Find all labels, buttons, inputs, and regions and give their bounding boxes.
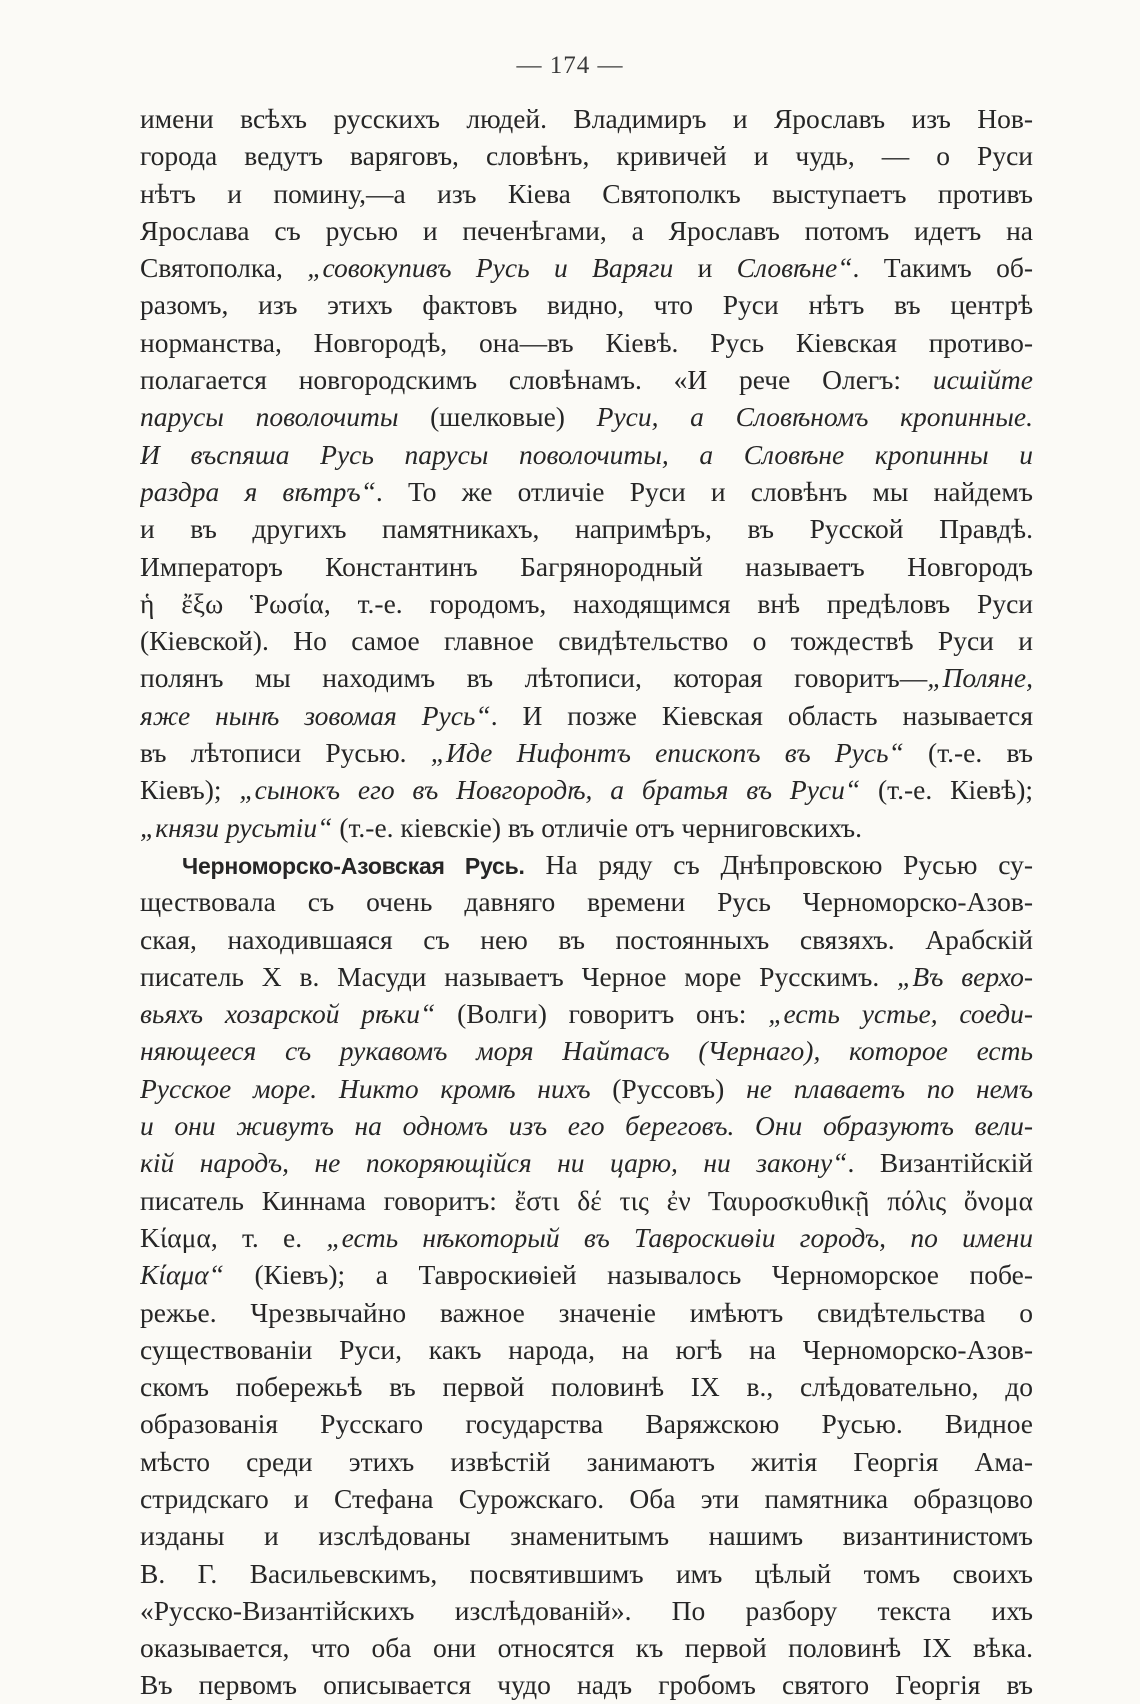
text-line: Кіевъ); „сынокъ его въ Новгородѣ, а братья въ Руси“ (т.-е. Кіевѣ); bbox=[140, 774, 1033, 806]
text-line: Императоръ Константинъ Багрянородный называетъ Новгородъ bbox=[140, 550, 1033, 582]
text-line: скомъ побережьѣ въ первой половинѣ IX в., слѣдовательно, до bbox=[140, 1371, 1033, 1403]
text-line: и они живутъ на одномъ изъ его береговъ. Они образуютъ вели- bbox=[140, 1110, 1033, 1142]
text-line: писатель Киннама говоритъ: ἔστι δέ τις ἐν Ταυροσκυθικῇ πόλις ὄνομα bbox=[140, 1184, 1033, 1216]
text-line: нѣтъ и помину,—а изъ Кіева Святополкъ выступаетъ противъ bbox=[140, 177, 1033, 209]
text-line: оказывается, что оба они относятся къ первой половинѣ IX вѣка. bbox=[140, 1632, 1033, 1664]
page-number: — 174 — bbox=[516, 52, 624, 79]
text-line: ществовала съ очень давняго времени Русь Черноморско-Азов- bbox=[140, 886, 1033, 918]
text-line: Κίαμα“ (Кіевъ); а Тавроскиѳіей называлось Черноморское побе- bbox=[140, 1259, 1033, 1291]
text-line: Κίαμα, т. е. „есть нѣкоторый въ Тавроскиѳіи городъ, по имени bbox=[140, 1221, 1033, 1253]
text-line: разомъ, изъ этихъ фактовъ видно, что Руси нѣтъ въ центрѣ bbox=[140, 289, 1033, 321]
text-line: образованія Русскаго государства Варяжскою Русью. Видное bbox=[140, 1408, 1033, 1440]
text-line: Русское море. Никто кромѣ нихъ (Руссовъ) не плаваетъ по немъ bbox=[140, 1072, 1033, 1104]
text-line: кій народъ, не покоряющійся ни царю, ни закону“. Византійскій bbox=[140, 1147, 1033, 1179]
text-line: вьяхъ хозарской рѣки“ (Волги) говоритъ онъ: „есть устье, соеди- bbox=[140, 998, 1033, 1030]
text-line: Въ первомъ описывается чудо надъ гробомъ святого Георгія въ bbox=[140, 1669, 1033, 1701]
text-line: мѣсто среди этихъ извѣстій занимаютъ житія Георгія Ама- bbox=[140, 1445, 1033, 1477]
section-heading: Черноморско-Азовская Русь. bbox=[182, 852, 525, 879]
text-line: яже нынѣ зовомая Русь“. И позже Кіевская область называется bbox=[140, 699, 1033, 731]
text-line: стридскаго и Стефана Сурожскаго. Оба эти памятника образцово bbox=[140, 1482, 1033, 1514]
text-line: имени всѣхъ русскихъ людей. Владимиръ и Ярославъ изъ Нов- bbox=[140, 103, 1033, 134]
text-line: И въспяша Русь парусы поволочиты, а Словѣне кропинны и bbox=[140, 438, 1033, 470]
text-line: норманства, Новгородѣ, она—въ Кіевѣ. Русь Кіевская противо- bbox=[140, 326, 1033, 358]
text-line: изданы и изслѣдованы знаменитымъ нашимъ византинистомъ bbox=[140, 1520, 1033, 1552]
text-line: няющееся съ рукавомъ моря Найтасъ (Чернаго), которое есть bbox=[140, 1035, 1033, 1067]
text-line: ская, находившаяся съ нею въ постоянныхъ связяхъ. Арабскій bbox=[140, 923, 1033, 955]
text-line: ἡ ἔξω Ῥωσία, т.-е. городомъ, находящимся внѣ предѣловъ Руси bbox=[140, 587, 1033, 619]
text-line: „князи русьтіи“ (т.-е. кіевскіе) въ отличіе отъ черниговскихъ. bbox=[140, 811, 862, 843]
text-line: Святополка, „совокупивъ Русь и Варяги и Словѣне“. Такимъ об- bbox=[140, 252, 1033, 284]
text-line: режье. Чрезвычайно важное значеніе имѣютъ свидѣтельства о bbox=[140, 1296, 1033, 1328]
text-line: въ лѣтописи Русью. „Иде Нифонтъ епископъ въ Русь“ (т.-е. въ bbox=[140, 737, 1033, 769]
text-line: раздра я вѣтръ“. То же отличіе Руси и словѣнъ мы найдемъ bbox=[140, 475, 1033, 507]
text-line: полянъ мы находимъ въ лѣтописи, которая говоритъ—„Поляне, bbox=[140, 662, 1033, 694]
text-line: существованіи Руси, какъ народа, на югѣ на Черноморско-Азов- bbox=[140, 1333, 1033, 1365]
text-line: города ведутъ варяговъ, словѣнъ, кривичей и чудь, — о Руси bbox=[140, 140, 1033, 172]
text-line: «Русско-Византійскихъ изслѣдованій». По разбору текста ихъ bbox=[140, 1594, 1033, 1626]
text-line: (Кіевской). Но самое главное свидѣтельство о тождествѣ Руси и bbox=[140, 625, 1033, 657]
text-line: парусы поволочиты (шелковые) Руси, а Словѣномъ кропинные. bbox=[140, 401, 1033, 433]
main-text bbox=[140, 100, 1033, 1704]
text-line: В. Г. Васильевскимъ, посвятившимъ имъ цѣлый томъ своихъ bbox=[140, 1557, 1033, 1589]
text-line: Ярослава съ русью и печенѣгами, а Ярославъ потомъ идетъ на bbox=[140, 214, 1033, 246]
text-line: полагается новгородскимъ словѣнамъ. «И рече Олегъ: исшійте bbox=[140, 364, 1033, 396]
text-line: и въ другихъ памятникахъ, напримѣръ, въ Русской Правдѣ. bbox=[140, 513, 1033, 545]
text-line: Черноморско-Азовская Русь. На ряду съ Днѣпровскою Русью су- bbox=[182, 848, 1033, 880]
text-line: писатель X в. Масуди называетъ Черное море Русскимъ. „Въ верхо- bbox=[140, 960, 1033, 992]
